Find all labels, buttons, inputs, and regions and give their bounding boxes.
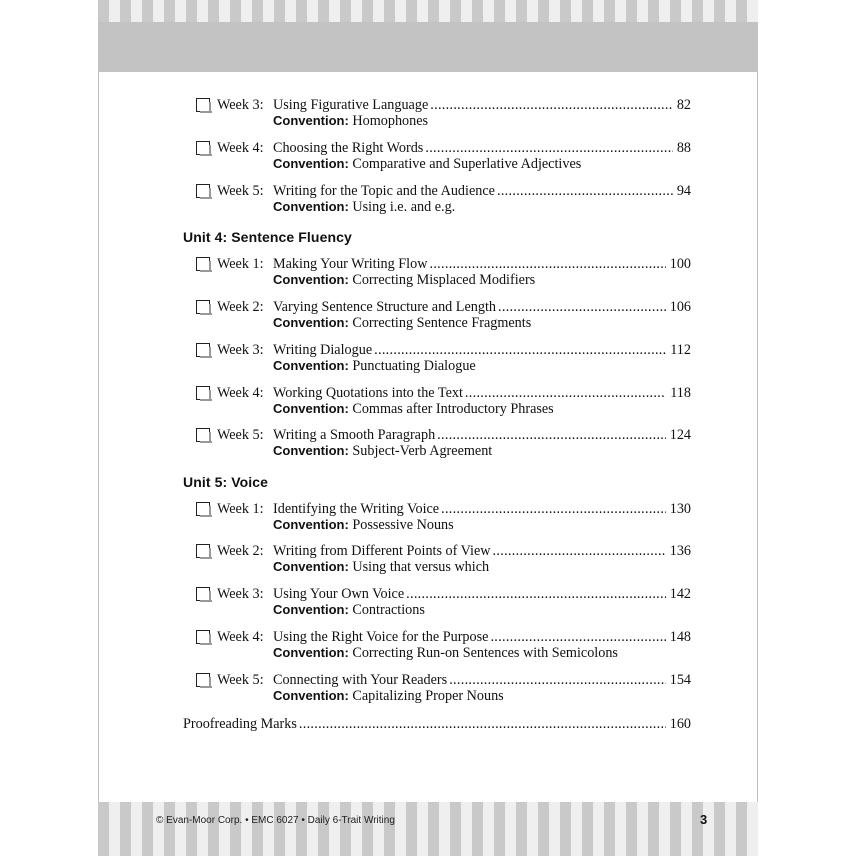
page-number: 88 [676, 140, 691, 156]
convention-label: Convention: [273, 645, 349, 660]
entry-title: Writing Dialogue [273, 342, 373, 358]
convention-label: Convention: [273, 199, 349, 214]
week-label: Week 2: [217, 299, 264, 315]
page-number: 106 [669, 299, 691, 315]
leader-dots [429, 256, 665, 272]
page-number: 148 [669, 629, 691, 645]
convention-label: Convention: [273, 688, 349, 703]
convention-text: Capitalizing Proper Nouns [352, 688, 504, 704]
convention-label: Convention: [273, 401, 349, 416]
convention-label: Convention: [273, 272, 349, 287]
leader-dots [374, 342, 666, 358]
convention-text: Possessive Nouns [352, 517, 454, 533]
convention-text: Correcting Misplaced Modifiers [352, 272, 536, 288]
checkbox[interactable] [196, 386, 210, 400]
convention-text: Using that versus which [352, 559, 490, 575]
checkbox[interactable] [196, 98, 210, 112]
checkbox[interactable] [196, 184, 210, 198]
entry-title: Writing from Different Points of View [273, 543, 491, 559]
entry-title: Proofreading Marks [183, 716, 297, 732]
leader-dots [430, 97, 673, 113]
entry-title: Identifying the Writing Voice [273, 501, 440, 517]
unit-heading: Unit 4: Sentence Fluency [183, 229, 352, 245]
entry-title: Making Your Writing Flow [273, 256, 428, 272]
page-number: 124 [669, 427, 691, 443]
leader-dots [497, 183, 673, 199]
convention-text: Subject-Verb Agreement [352, 443, 493, 459]
checkbox[interactable] [196, 300, 210, 314]
page-number: 100 [669, 256, 691, 272]
convention-label: Convention: [273, 315, 349, 330]
week-label: Week 5: [217, 427, 264, 443]
week-label: Week 4: [217, 629, 264, 645]
week-label: Week 5: [217, 672, 264, 688]
entry-title: Working Quotations into the Text [273, 385, 463, 401]
entry-title: Using Your Own Voice [273, 586, 405, 602]
checkbox[interactable] [196, 630, 210, 644]
convention-label: Convention: [273, 113, 349, 128]
week-label: Week 5: [217, 183, 264, 199]
checkbox[interactable] [196, 673, 210, 687]
page-number: 160 [669, 716, 691, 732]
convention-label: Convention: [273, 559, 349, 574]
convention-label: Convention: [273, 358, 349, 373]
leader-dots [437, 427, 666, 443]
page-number: 130 [669, 501, 691, 517]
checkbox[interactable] [196, 257, 210, 271]
leader-dots [490, 629, 665, 645]
week-label: Week 1: [217, 501, 264, 517]
page-number: 154 [669, 672, 691, 688]
page-number: 142 [669, 586, 691, 602]
checkbox[interactable] [196, 428, 210, 442]
entry-title: Writing for the Topic and the Audience [273, 183, 495, 199]
week-label: Week 3: [217, 342, 264, 358]
week-label: Week 3: [217, 586, 264, 602]
checkbox[interactable] [196, 502, 210, 516]
convention-label: Convention: [273, 443, 349, 458]
page-number: 112 [670, 342, 691, 358]
convention-text: Homophones [352, 113, 429, 129]
week-label: Week 4: [217, 385, 264, 401]
convention-text: Commas after Introductory Phrases [352, 401, 554, 417]
convention-text: Punctuating Dialogue [352, 358, 476, 374]
entry-title: Using Figurative Language [273, 97, 429, 113]
convention-text: Contractions [352, 602, 425, 618]
checkbox[interactable] [196, 544, 210, 558]
page-number: 94 [676, 183, 691, 199]
leader-dots [465, 385, 666, 401]
unit-heading: Unit 5: Voice [183, 474, 269, 490]
checkbox[interactable] [196, 343, 210, 357]
page-number: 118 [670, 385, 691, 401]
leader-dots [493, 543, 666, 559]
convention-label: Convention: [273, 517, 349, 532]
page-number: 82 [676, 97, 691, 113]
convention-text: Correcting Sentence Fragments [352, 315, 532, 331]
leader-dots [425, 140, 672, 156]
entry-title: Using the Right Voice for the Purpose [273, 629, 489, 645]
entry-title: Connecting with Your Readers [273, 672, 448, 688]
proofreading-marks-entry[interactable] [183, 716, 691, 733]
leader-dots [406, 586, 666, 602]
convention-text: Using i.e. and e.g. [352, 199, 456, 215]
leader-dots [498, 299, 666, 315]
convention-text: Comparative and Superlative Adjectives [352, 156, 582, 172]
footer-copyright: © Evan-Moor Corp. • EMC 6027 • Daily 6-Trait Writing [156, 815, 395, 826]
entry-title: Varying Sentence Structure and Length [273, 299, 496, 315]
page-number: 136 [669, 543, 691, 559]
checkbox[interactable] [196, 587, 210, 601]
week-label: Week 3: [217, 97, 264, 113]
week-label: Week 1: [217, 256, 264, 272]
leader-dots [299, 716, 666, 733]
convention-text: Correcting Run-on Sentences with Semicolons [352, 645, 618, 661]
footer-page-number: 3 [700, 812, 708, 827]
checkbox[interactable] [196, 141, 210, 155]
entry-title: Choosing the Right Words [273, 140, 424, 156]
convention-label: Convention: [273, 602, 349, 617]
entry-title: Writing a Smooth Paragraph [273, 427, 436, 443]
convention-label: Convention: [273, 156, 349, 171]
leader-dots [441, 501, 666, 517]
week-label: Week 4: [217, 140, 264, 156]
leader-dots [449, 672, 666, 688]
week-label: Week 2: [217, 543, 264, 559]
